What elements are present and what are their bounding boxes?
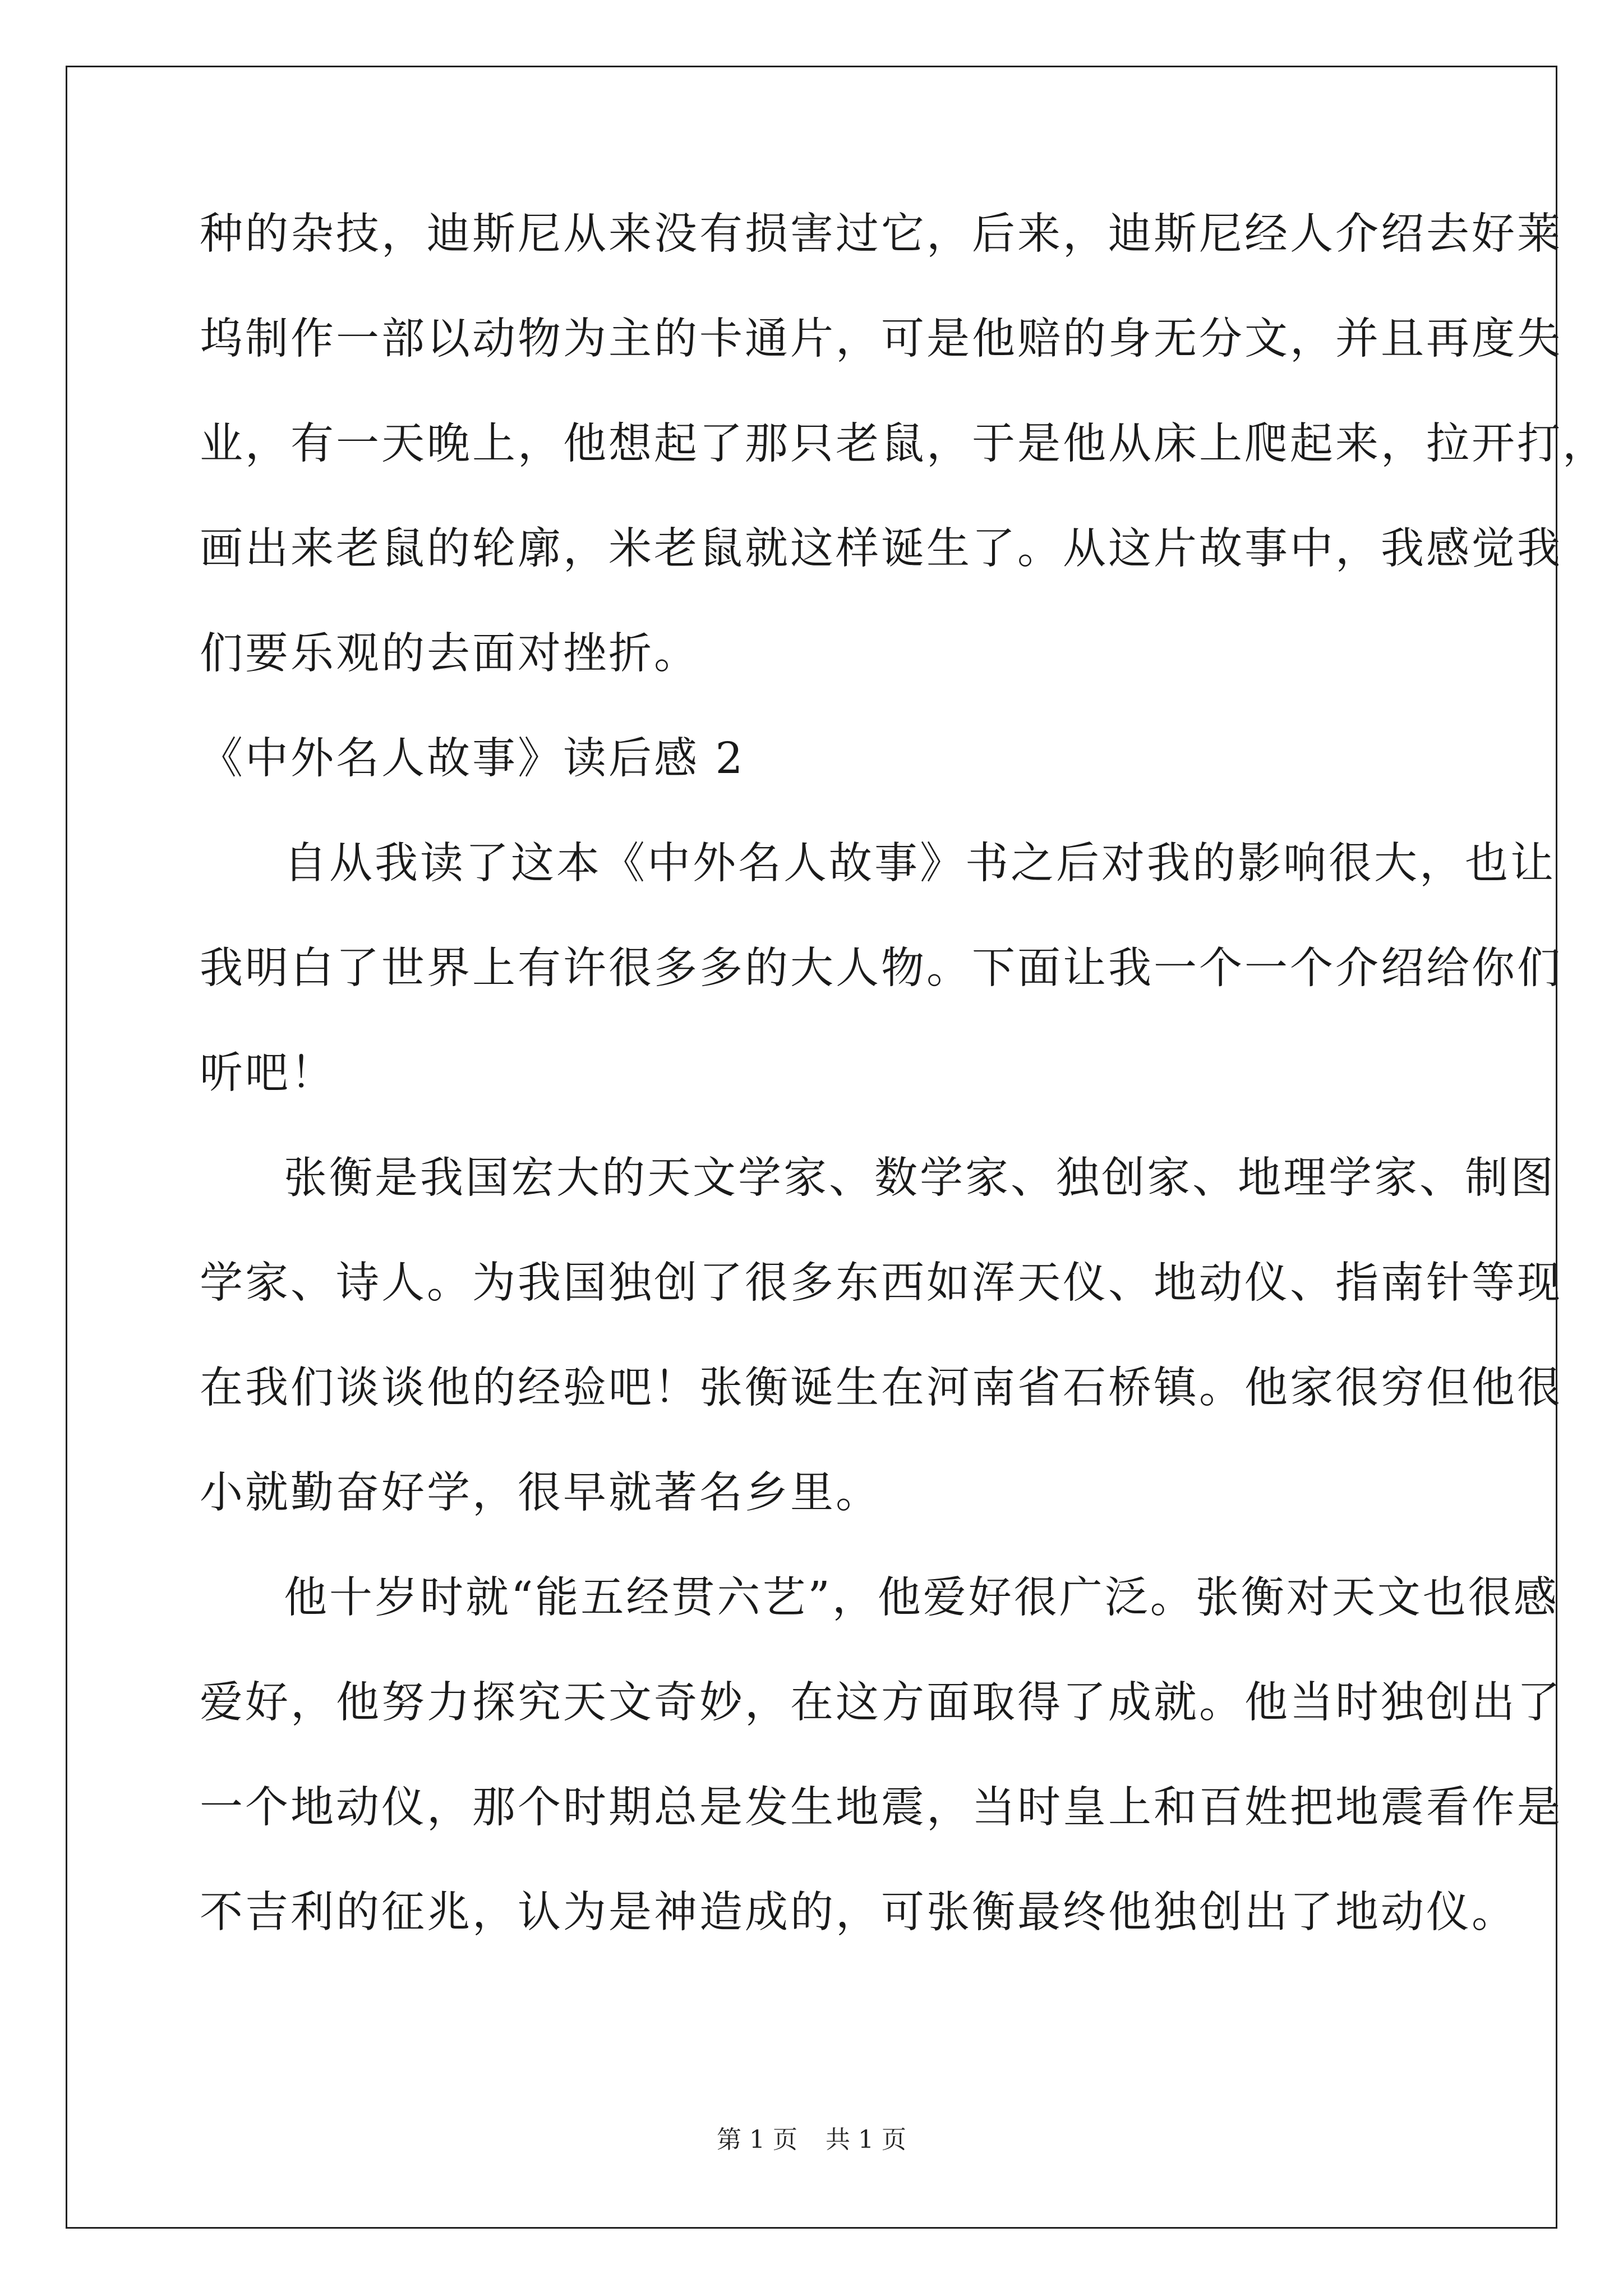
text-line: 学家、诗人。为我国独创了很多东西如浑天仪、地动仪、指南针等现: [200, 1258, 1562, 1308]
text-line: 张衡是我国宏大的天文学家、数学家、独创家、地理学家、制图: [284, 1153, 1556, 1203]
text-line: 在我们谈谈他的经验吧！张衡诞生在河南省石桥镇。他家很穷但他很: [200, 1363, 1562, 1413]
text-line: 种的杂技，迪斯尼从来没有损害过它，后来，迪斯尼经人介绍去好莱: [200, 209, 1562, 259]
text-line: 坞制作一部以动物为主的卡通片，可是他赔的身无分文，并且再度失: [200, 314, 1562, 364]
page-number: 第 1 页: [717, 2125, 797, 2154]
text-line: 听吧！: [200, 1048, 336, 1098]
text-line: 他十岁时就“能五经贯六艺”，他爱好很广泛。张衡对天文也很感: [284, 1573, 1559, 1623]
text-line: 一个地动仪，那个时期总是发生地震，当时皇上和百姓把地震看作是: [200, 1783, 1562, 1833]
text-line: 自从我读了这本《中外名人故事》书之后对我的影响很大，也让: [284, 839, 1556, 889]
text-line: 们要乐观的去面对挫折。: [200, 629, 699, 679]
text-line: 画出来老鼠的轮廓，米老鼠就这样诞生了。从这片故事中，我感觉我: [200, 524, 1562, 574]
page-total: 共 1 页: [826, 2125, 906, 2154]
section-heading: 《中外名人故事》读后感 2: [200, 734, 745, 784]
text-line: 不吉利的征兆，认为是神造成的，可张衡最终他独创出了地动仪。: [200, 1888, 1517, 1938]
page-footer: [0, 2123, 1623, 2157]
document-body: [200, 208, 1608, 1991]
text-line: 小就勤奋好学，很早就著名乡里。: [200, 1468, 881, 1518]
text-line: 业，有一天晚上，他想起了那只老鼠，于是他从床上爬起来，拉开打，: [200, 419, 1608, 469]
text-line: 我明白了世界上有许很多多的大人物。下面让我一个一个介绍给你们: [200, 944, 1562, 993]
text-line: 爱好，他努力探究天文奇妙，在这方面取得了成就。他当时独创出了: [200, 1678, 1562, 1728]
